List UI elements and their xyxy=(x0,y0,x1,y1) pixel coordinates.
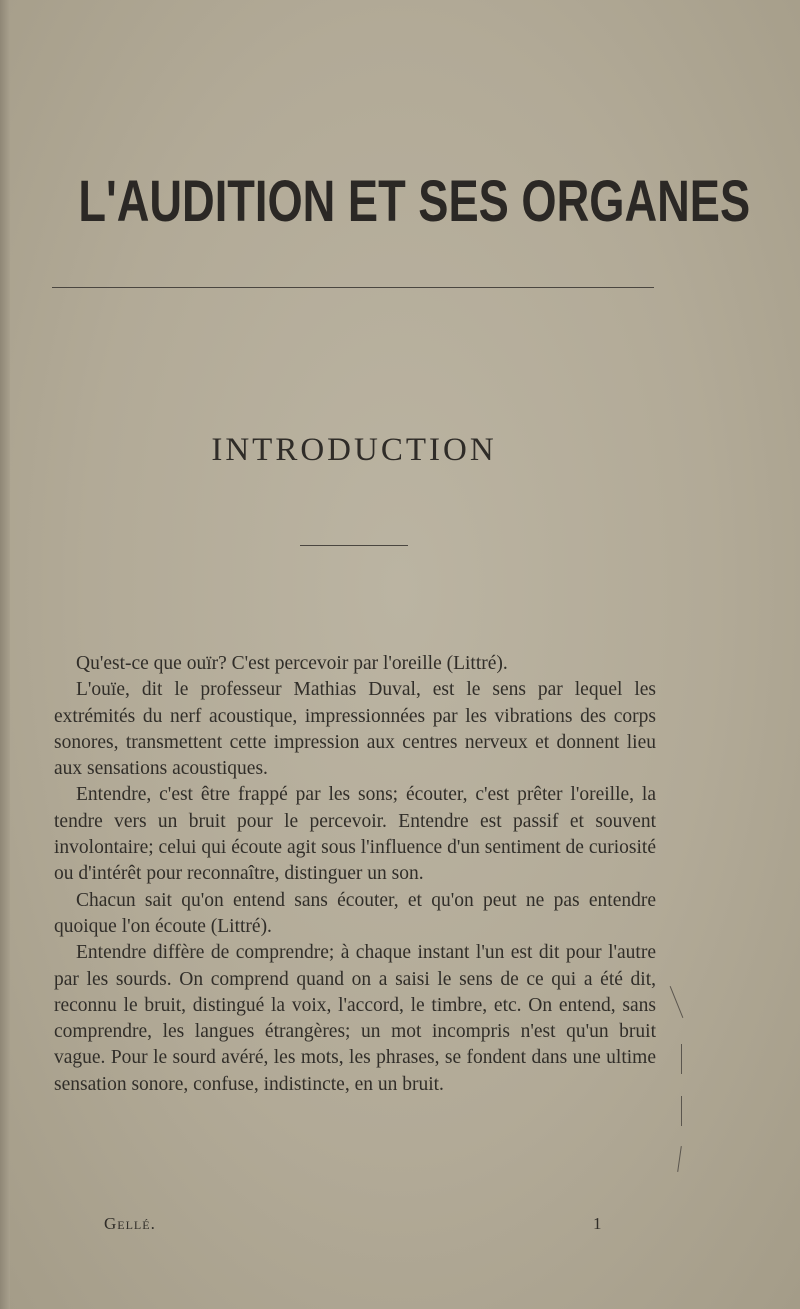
folio-number: 1 xyxy=(593,1214,602,1233)
book-title: L'AUDITION ET SES ORGANES xyxy=(78,169,751,234)
paragraph: Chacun sait qu'on entend sans écouter, et qu'on peut ne pas entendre quoique l'on écoute (Littré). xyxy=(54,889,656,937)
margin-pencil-mark xyxy=(681,1096,682,1126)
page-left-edge xyxy=(0,0,10,1309)
margin-pencil-mark xyxy=(670,986,684,1018)
title-divider-rule xyxy=(52,287,654,288)
body-text xyxy=(54,651,656,1098)
paragraph: Entendre, c'est être frappé par les sons; écouter, c'est prêter l'oreille, la tendre vers un bruit pour le percevoir. Entendre est passif et souvent involontaire; celui qui écoute agit sous l'influence d'un sentiment de curiosité ou d'intérêt pour reconnaître, distinguer un son. xyxy=(54,784,656,885)
paragraph: L'ouïe, dit le professeur Mathias Duval, est le sens par lequel les extrémités du nerf acoustique, impressionnées par les vibrations des corps sonores, transmettent cette impression aux centres nerveux et donnent lieu aux sensations acoustiques. xyxy=(54,679,656,780)
section-heading: INTRODUCTION xyxy=(211,432,497,468)
page-footer xyxy=(0,1214,800,1238)
margin-pencil-mark xyxy=(677,1146,682,1172)
paragraph: Entendre diffère de comprendre; à chaque instant l'un est dit pour l'autre par les sourds. On comprend quand on a saisi le sens de ce qui a été dit, reconnu le bruit, distingué la voix, l'accord, le timbre, etc. On entend, sans comprendre, les langues étrangères; un mot incompris n'est qu'un bruit vague. Pour le sourd avéré, les mots, les phrases, se fondent dans une ultime sensation sonore, confuse, indistincte, en un bruit. xyxy=(54,942,656,1095)
paragraph: Qu'est-ce que ouïr? C'est percevoir par l'oreille (Littré). xyxy=(76,653,508,674)
margin-pencil-mark xyxy=(681,1044,682,1074)
section-divider-rule xyxy=(300,545,408,546)
signature-mark: Gellé. xyxy=(104,1214,156,1233)
